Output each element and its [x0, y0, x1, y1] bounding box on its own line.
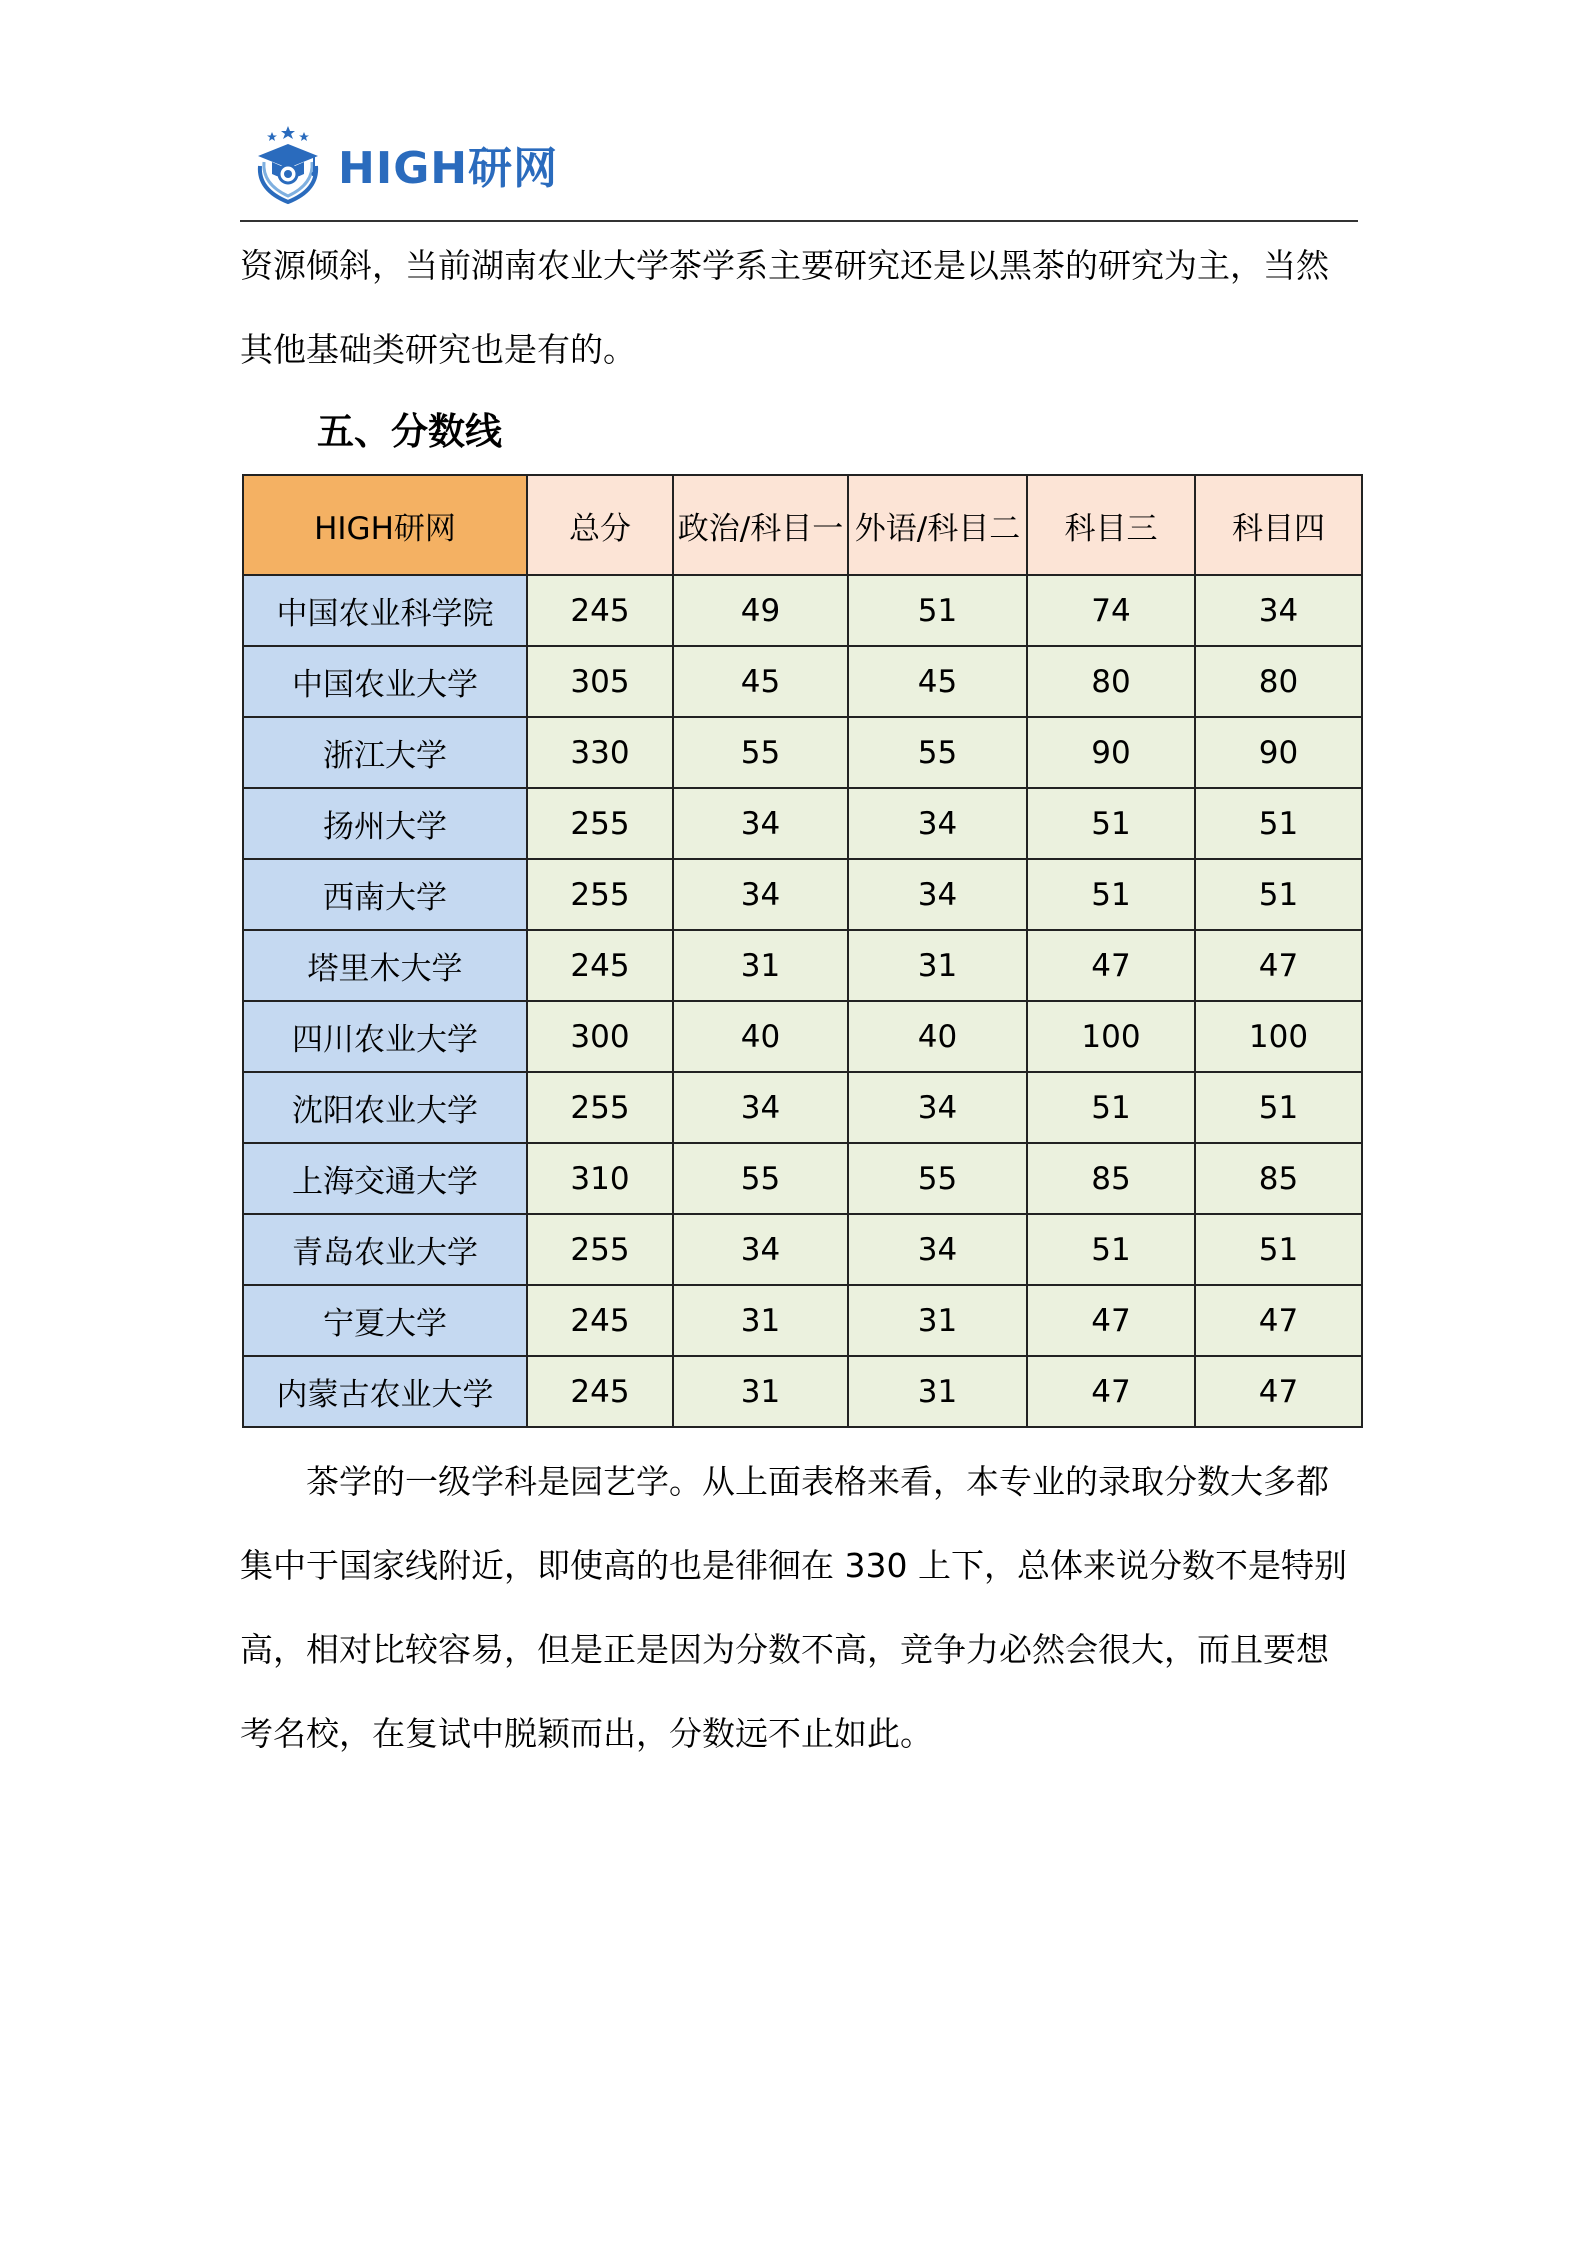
subject-4-cell: 51 — [1195, 859, 1362, 930]
column-header-subject-2: 外语/科目二 — [848, 475, 1027, 575]
subject-1-cell: 40 — [673, 1001, 848, 1072]
table-row — [243, 646, 1362, 717]
subject-1-cell: 34 — [673, 788, 848, 859]
total-score-cell: 245 — [527, 1356, 673, 1427]
subject-4-cell: 85 — [1195, 1143, 1362, 1214]
school-name-cell: 内蒙古农业大学 — [243, 1356, 527, 1427]
column-header-subject-3: 科目三 — [1027, 475, 1195, 575]
graduation-cap-emblem-icon — [246, 122, 330, 206]
subject-4-cell: 51 — [1195, 788, 1362, 859]
subject-1-cell: 45 — [673, 646, 848, 717]
subject-4-cell: 100 — [1195, 1001, 1362, 1072]
school-name-cell: 宁夏大学 — [243, 1285, 527, 1356]
school-name-cell: 四川农业大学 — [243, 1001, 527, 1072]
conclusion-paragraph: 茶学的一级学科是园艺学。从上面表格来看，本专业的录取分数大多都集中于国家线附近，即使高的也是徘徊在 330 上下，总体来说分数不是特别高，相对比较容易，但是正是因为分数不高，竞争力必然会很大，而且要想考名校，在复试中脱颖而出，分数远不止如此。 — [240, 1462, 1347, 1753]
subject-2-cell: 34 — [848, 1072, 1027, 1143]
table-row — [243, 717, 1362, 788]
total-score-cell: 310 — [527, 1143, 673, 1214]
column-header-subject-4: 科目四 — [1195, 475, 1362, 575]
subject-2-cell: 31 — [848, 1356, 1027, 1427]
total-score-cell: 255 — [527, 1072, 673, 1143]
table-row — [243, 1143, 1362, 1214]
school-name-cell: 扬州大学 — [243, 788, 527, 859]
subject-1-cell: 31 — [673, 1285, 848, 1356]
subject-4-cell: 51 — [1195, 1214, 1362, 1285]
subject-3-cell: 74 — [1027, 575, 1195, 646]
subject-3-cell: 51 — [1027, 1214, 1195, 1285]
subject-1-cell: 49 — [673, 575, 848, 646]
school-name-cell: 中国农业大学 — [243, 646, 527, 717]
subject-2-cell: 34 — [848, 859, 1027, 930]
table-row — [243, 859, 1362, 930]
subject-4-cell: 90 — [1195, 717, 1362, 788]
table-row — [243, 1072, 1362, 1143]
subject-2-cell: 55 — [848, 717, 1027, 788]
school-name-cell: 塔里木大学 — [243, 930, 527, 1001]
subject-3-cell: 51 — [1027, 859, 1195, 930]
table-row — [243, 1001, 1362, 1072]
subject-1-cell: 34 — [673, 1072, 848, 1143]
table-row — [243, 1356, 1362, 1427]
total-score-cell: 245 — [527, 1285, 673, 1356]
school-name-cell: 上海交通大学 — [243, 1143, 527, 1214]
total-score-cell: 305 — [527, 646, 673, 717]
total-score-cell: 255 — [527, 1214, 673, 1285]
total-score-cell: 330 — [527, 717, 673, 788]
section-heading: 五、分数线 — [317, 410, 502, 453]
column-header-brand: HIGH研网 — [243, 475, 527, 575]
subject-2-cell: 31 — [848, 930, 1027, 1001]
subject-4-cell: 47 — [1195, 1356, 1362, 1427]
column-header-subject-1: 政治/科目一 — [673, 475, 848, 575]
table-header-row — [243, 475, 1362, 575]
subject-3-cell: 51 — [1027, 788, 1195, 859]
total-score-cell: 255 — [527, 788, 673, 859]
subject-3-cell: 47 — [1027, 1285, 1195, 1356]
subject-2-cell: 40 — [848, 1001, 1027, 1072]
logo-text: HIGH研网 — [338, 143, 559, 194]
subject-1-cell: 31 — [673, 1356, 848, 1427]
subject-4-cell: 47 — [1195, 930, 1362, 1001]
subject-3-cell: 85 — [1027, 1143, 1195, 1214]
subject-2-cell: 55 — [848, 1143, 1027, 1214]
subject-3-cell: 51 — [1027, 1072, 1195, 1143]
total-score-cell: 245 — [527, 930, 673, 1001]
table-row — [243, 1285, 1362, 1356]
subject-2-cell: 51 — [848, 575, 1027, 646]
total-score-cell: 300 — [527, 1001, 673, 1072]
school-name-cell: 沈阳农业大学 — [243, 1072, 527, 1143]
logo — [246, 118, 558, 210]
school-name-cell: 中国农业科学院 — [243, 575, 527, 646]
score-table — [242, 474, 1363, 1428]
subject-4-cell: 80 — [1195, 646, 1362, 717]
subject-3-cell: 100 — [1027, 1001, 1195, 1072]
subject-1-cell: 55 — [673, 717, 848, 788]
subject-1-cell: 34 — [673, 859, 848, 930]
table-row — [243, 788, 1362, 859]
subject-2-cell: 34 — [848, 1214, 1027, 1285]
subject-3-cell: 80 — [1027, 646, 1195, 717]
school-name-cell: 青岛农业大学 — [243, 1214, 527, 1285]
page-header — [240, 118, 1358, 222]
total-score-cell: 245 — [527, 575, 673, 646]
subject-1-cell: 34 — [673, 1214, 848, 1285]
column-header-total: 总分 — [527, 475, 673, 575]
subject-2-cell: 45 — [848, 646, 1027, 717]
subject-2-cell: 31 — [848, 1285, 1027, 1356]
school-name-cell: 浙江大学 — [243, 717, 527, 788]
subject-1-cell: 55 — [673, 1143, 848, 1214]
table-row — [243, 930, 1362, 1001]
subject-2-cell: 34 — [848, 788, 1027, 859]
total-score-cell: 255 — [527, 859, 673, 930]
table-row — [243, 1214, 1362, 1285]
subject-3-cell: 47 — [1027, 930, 1195, 1001]
table-row — [243, 575, 1362, 646]
subject-4-cell: 47 — [1195, 1285, 1362, 1356]
school-name-cell: 西南大学 — [243, 859, 527, 930]
subject-1-cell: 31 — [673, 930, 848, 1001]
subject-3-cell: 47 — [1027, 1356, 1195, 1427]
subject-4-cell: 51 — [1195, 1072, 1362, 1143]
subject-4-cell: 34 — [1195, 575, 1362, 646]
intro-paragraph: 资源倾斜，当前湖南农业大学茶学系主要研究还是以黑茶的研究为主，当然其他基础类研究也是有的。 — [240, 246, 1329, 369]
subject-3-cell: 90 — [1027, 717, 1195, 788]
